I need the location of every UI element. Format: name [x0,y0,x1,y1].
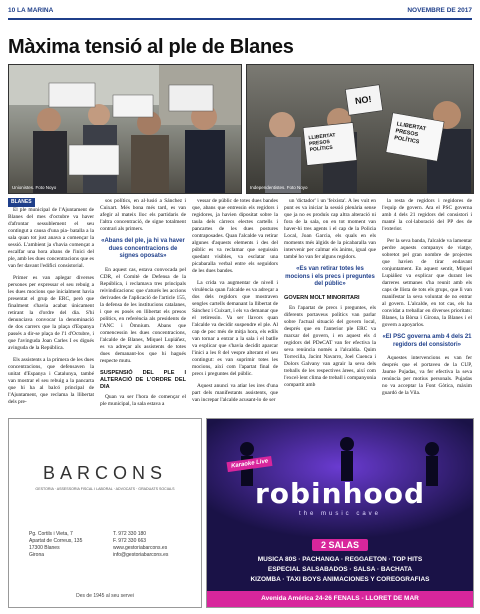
paragraph: Quan va ser l'hora de començar el ple municipal, la sala estava a [100,393,186,407]
article-column-2 [100,198,186,410]
headline: Màxima tensió al ple de Blanes [8,36,294,58]
music-line-2: ESPECIAL SALSABADOS · SALSA · BACHATA [267,566,413,573]
pull-quote: «Es van retirar totes les mocions i els precs i preguntes del públic» [285,266,375,287]
rooms-badge: 2 SALAS [312,539,368,551]
paragraph: Per la seva banda, l'alcalde va lamentar perdre aquests companys de viatge, sobretot pel gran nombre de projectes que havien de tirar endavant conjuntament. En aquest sentit, Miquel Lupiáñez va explicar que durant les darreres setmanes s'ha reunit amb els caps de llista de tots els grups, que li van manifestar la seva voluntat de no entrar al govern. L'alcalde, en tot cas, els ha convidat a treballar en diverses prioritats: Blanes, la Bòrsa i Girona, la Blanes i el govern a apoyarlos. [382,238,472,328]
paragraph: En aquest cas, estava convocada pel CDR, el Comitè de Defensa de la República, i reclamava tres principals reivindicacions: que s'aturés les accions derivades de l'aplicació de l'article 155, la defensa de les institucions catalanes, i que es posés en llibertat els presos polítics, en referència als presidents de l'ANC i Òmnium. Abans que comencessin les dues concentracions, l'alcalde de Blanes, Miquel Lupiáñez, es va adreçar als assistents de totes dues demanant-los que hi hagués respecte mutu. [100,266,186,364]
paragraph: Els assistents a la primera de les dues concentracions, que defensaven la unitat d'Espanya i Catalunya, també van mostrar el seu rebuig a la pancarta que hi ha al balcó principal de l'Ajuntament, que reclama la llibertat dels pre- [8,357,94,405]
photo-unionists [8,64,242,194]
barcons-contact [113,531,193,559]
barcons-logo: BARCONS [42,463,167,483]
section-tag: BLANES [8,198,35,207]
barcons-tagline: GESTORIA · ASSESSORIA FISCAL I LABORAL · ADVOCATS · GRADUATS SOCIALS [35,487,175,491]
music-line-1: MUSICA 80S · PACHANGA · REGGAETON · TOP HITS [257,556,423,563]
address-line: 17300 Blanes [29,545,60,551]
article-column-3 [192,198,278,410]
robinhood-address: Avenida América 24-26 FENALS - LLORET DE MAR [207,591,473,607]
page-number: 10 [8,7,16,14]
paragraph: En l'apartat de precs i preguntes, els diferents portaveus polítics van parlar sobre l'actual situació del govern local, després que en l'anterior ple ERC va marxar del govern, i en aquest els 4 regidors del PDeCAT van fer efectiva la seva renúncia només a l'alcaldia. Quim Torrecilla, Jacint Navarro, Joel Cuenca i Dolors Galvany van agrair la seva dels treballs de les respectives àrees, així com l'excel·lent clima de treball i companyonia compartit amb [284,304,376,388]
robinhood-logo: robinhood [254,477,426,510]
photo-caption-right: Independentistes. Foto Noyo [250,185,308,190]
barcons-footer: Des de 1945 al seu servei [76,593,134,599]
paragraph: El ple municipal de l'Ajuntament de Blanes del mes d'octubre va haver d'afrontar sessublement el seu contingut a causa d'una pia- batalla a la sala quan tot just anava a començar la sessió. L'ambient ja s'havia començat a escalfar una hora abans de l'inici del ple, amb les dues concentracions que es van fer davant l'edifici consistorial. [8,207,94,269]
sign-no: NO! [354,93,373,107]
barcons-address [29,531,109,559]
page-header [8,6,472,20]
photo-independentists [246,64,474,194]
photo-caption-left: Unionistes. Foto Noyo [12,185,57,190]
karaoke-badge: Karaoke Live [227,456,273,472]
ad-robinhood[interactable] [206,418,474,608]
pull-quote: «El PSC governa amb 4 dels 21 regidors del consistori» [382,334,472,348]
address-line: Apartat de Correus, 135 [29,538,83,544]
paragraph: sos polítics, en al·lusió a Sánchez i Cuixart. Més bona més tard, es van afegir al mateix lloc els partidaris de l'altra concentració, de signe totalment contrari als primers. [100,198,186,232]
address-line: Girona [29,552,45,558]
paragraph: la resta de regidors i regidores de l'equip de govern. Ara el PSC governa amb 4 dels 21 regidors del consistori i manté la col·laboració del PP des de l'exterior. [382,198,472,232]
page-number-section [8,7,53,14]
article-column-5 [382,198,472,410]
email-link[interactable]: info@gestoriabarcons.es [113,552,169,558]
paragraph: Primer es van aplegar diverses persones per expressar el seu rebuig a les dues mocions que inicialment havia presentat el grup de ERC, però que finalment s'havia acabat únicament retirant la d'ordre del dia. S'hi denunciava convocar la denominació de dos carrers que la plaça d'Espanya passés a dir-se plaça de l'1 d'Octubre, i que l'avinguda Joan Carles I es digués avinguda de la República. [8,275,94,351]
paragraph: Aquest anunci va atiar les ires d'una part dels manifestants assistents, que van increpar l'alcalde acusant-lo de ser [192,383,278,403]
subheading: SUSPENSIÓ DEL PLE I ALTERACIÓ DE L'ORDRE DEL DIA [100,369,186,390]
paragraph: un 'dictador' i un 'feixista'. A les vuit en punt es va iniciar la sessió plenària sense que ja no es produís cap altra alteració ni fora de la sala, on en tot moment van haver-hi tres agents i el cap de la Policia Local, Joan Garcia, els quals en els moments més àlgids de la picabaralla van intervenir per calmar els ànims, igual que també ho van fer alguns regidors. [284,198,376,260]
address-line: Pg. Cortils i Vieta, 7 [29,531,73,537]
pull-quote: «Abans del ple, ja hi va haver dues concentracions de signes oposats» [101,238,185,259]
subheading: GOVERN MOLT MINORITARI [284,294,360,301]
paragraph: vessar de públic de totes dues bandes que, abans que entressin els regidors i regidores, ja havien dipositat sobre la taula dels càrrecs electes cartells i pancartes de les dues postures contraposades. Quan l'alcalde va retirar algunes d'aquests elements i des del públic es va reclamar que seguissin quedant visibles, va esclatar una picabaralla verbal entre els seguidors de les dues bandes. [192,198,278,274]
robinhood-subtitle: the music cave [298,511,382,517]
fax: F. 972 330 663 [113,538,147,544]
website-link[interactable]: www.gestoriabarcons.es [113,545,168,551]
paragraph: Aquestes intervencions es van fer després que el portaveu de la CUP, Jaume Pujadas, va fer efectiva la seva renúncia per motius personals. Pujadas no va acceptar la Font Gòtica, màxim guardó de la Vila. [382,355,472,396]
article-column-4 [284,198,376,410]
section-name: LA MARINA [17,7,54,14]
crowd-image [9,65,241,193]
phone: T. 972 330 180 [113,531,147,537]
music-line-3: KIZOMBA · TAXI BOYS ANIMACIONES Y COREOGRAFIAS [250,576,430,583]
sign-llibertat-2: LLIBERTAT PRESOS POLÍTICS [393,121,427,146]
paragraph: La crida va augmentar de nivell i virulència quan l'alcalde es va adreçar a dos dels regidors que mostraven sengles cartells demanant la llibertat de Sánchez i Cuixart, i els va demanar que el retiressin. Va ser llavors quan l'alcalde va decidir suspendre el ple. Al cap de poc més de mitja hora, els edils van tornar a entrar a la sala i el batlle va explicar que s'havia decidit aparcar l'inici a les 8 del vespre alterant el seu contingut: es van suprimir totes les mocions, així com l'apartat final de precs i preguntes del públic. [192,280,278,377]
issue-date: NOVEMBRE DE 2017 [407,7,472,14]
article-column-1 [8,198,94,410]
ad-barcons[interactable] [8,418,202,608]
sign-llibertat-1: LLIBERTAT PRESOS POLÍTICS [308,132,336,154]
